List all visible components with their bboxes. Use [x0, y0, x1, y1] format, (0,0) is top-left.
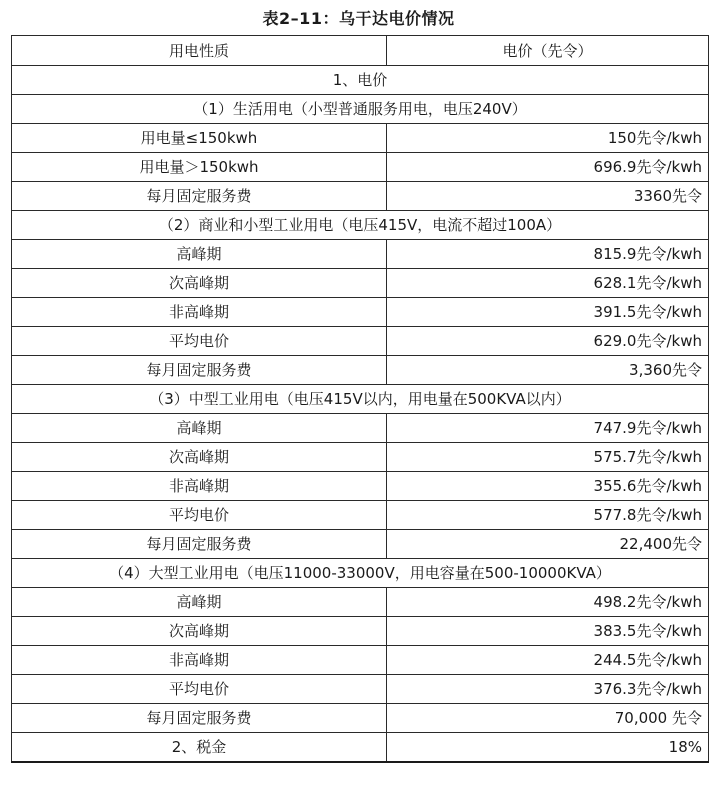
row-value: 244.5先令/kwh [387, 646, 709, 675]
table-row [12, 356, 709, 385]
row-label: 非高峰期 [12, 298, 387, 327]
table-row [12, 675, 709, 704]
table-row [12, 617, 709, 646]
row-value: 376.3先令/kwh [387, 675, 709, 704]
row-value: 498.2先令/kwh [387, 588, 709, 617]
section-row [12, 66, 709, 95]
section-label: （4）大型工业用电（电压11000-33000V，用电容量在500-10000KVA） [12, 559, 709, 588]
row-label: 平均电价 [12, 501, 387, 530]
row-label: 每月固定服务费 [12, 356, 387, 385]
section-row [12, 95, 709, 124]
row-label: 用电量＞150kwh [12, 153, 387, 182]
row-label: 每月固定服务费 [12, 530, 387, 559]
table-row [12, 588, 709, 617]
row-value: 70,000 先令 [387, 704, 709, 733]
row-label: 2、税金 [12, 733, 387, 763]
section-row [12, 385, 709, 414]
row-label: 平均电价 [12, 327, 387, 356]
section-label: （3）中型工业用电（电压415V以内，用电量在500KVA以内） [12, 385, 709, 414]
electricity-price-table [11, 35, 709, 763]
row-label: 次高峰期 [12, 269, 387, 298]
table-row [12, 269, 709, 298]
table-row [12, 153, 709, 182]
row-value: 747.9先令/kwh [387, 414, 709, 443]
row-value: 3,360先令 [387, 356, 709, 385]
table-title: 表2–11：乌干达电价情况 [262, 9, 455, 28]
row-value: 577.8先令/kwh [387, 501, 709, 530]
row-value: 575.7先令/kwh [387, 443, 709, 472]
row-label: 次高峰期 [12, 617, 387, 646]
table-row [12, 182, 709, 211]
row-label: 每月固定服务费 [12, 704, 387, 733]
section-label: 1、电价 [12, 66, 709, 95]
row-label: 高峰期 [12, 588, 387, 617]
row-value: 18% [387, 733, 709, 763]
row-value: 815.9先令/kwh [387, 240, 709, 269]
row-value: 22,400先令 [387, 530, 709, 559]
table-row [12, 733, 709, 763]
row-value: 383.5先令/kwh [387, 617, 709, 646]
row-value: 150先令/kwh [387, 124, 709, 153]
table-header-row [12, 36, 709, 66]
table-row [12, 443, 709, 472]
row-label: 高峰期 [12, 414, 387, 443]
row-value: 355.6先令/kwh [387, 472, 709, 501]
table-row [12, 472, 709, 501]
row-label: 非高峰期 [12, 646, 387, 675]
row-label: 每月固定服务费 [12, 182, 387, 211]
row-value: 3360先令 [387, 182, 709, 211]
section-row [12, 559, 709, 588]
row-value: 629.0先令/kwh [387, 327, 709, 356]
row-value: 628.1先令/kwh [387, 269, 709, 298]
table-row [12, 124, 709, 153]
table-row [12, 298, 709, 327]
section-row [12, 211, 709, 240]
table-row [12, 240, 709, 269]
header-cell-price: 电价（先令） [387, 36, 709, 66]
section-label: （2）商业和小型工业用电（电压415V，电流不超过100A） [12, 211, 709, 240]
row-value: 391.5先令/kwh [387, 298, 709, 327]
table-row [12, 327, 709, 356]
header-cell-usage-type: 用电性质 [12, 36, 387, 66]
table-row [12, 530, 709, 559]
row-label: 非高峰期 [12, 472, 387, 501]
table-row [12, 501, 709, 530]
row-value: 696.9先令/kwh [387, 153, 709, 182]
row-label: 平均电价 [12, 675, 387, 704]
section-label: （1）生活用电（小型普通服务用电，电压240V） [12, 95, 709, 124]
table-row [12, 646, 709, 675]
table-row [12, 414, 709, 443]
row-label: 次高峰期 [12, 443, 387, 472]
row-label: 高峰期 [12, 240, 387, 269]
table-row [12, 704, 709, 733]
row-label: 用电量≤150kwh [12, 124, 387, 153]
